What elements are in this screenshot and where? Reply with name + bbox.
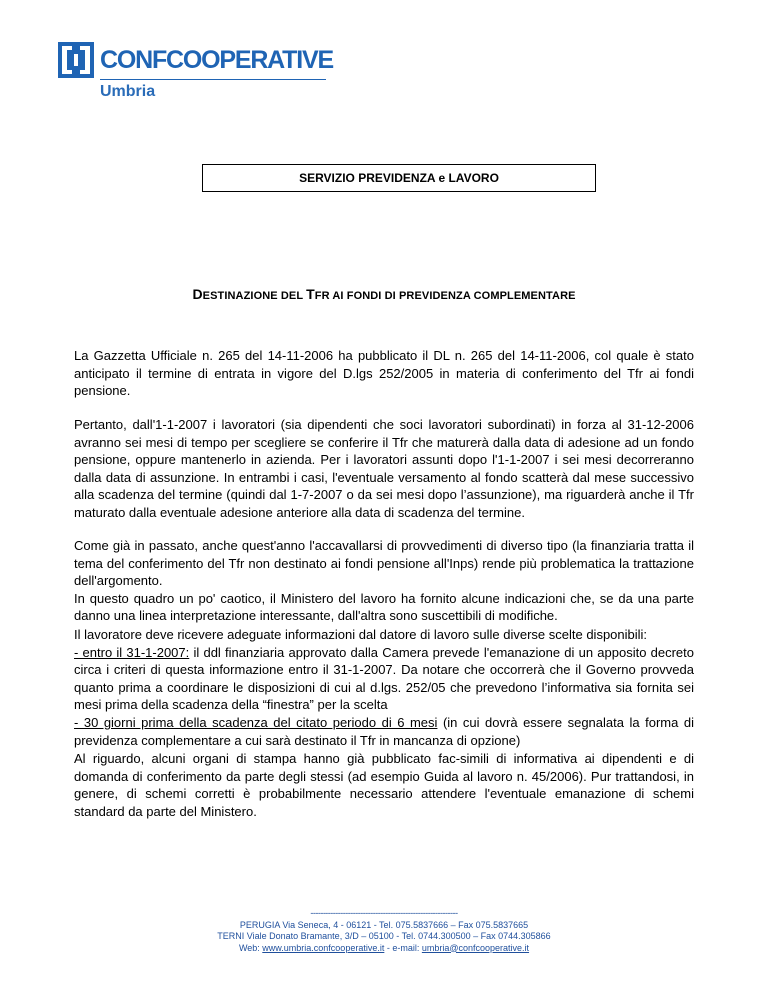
document-title <box>0 286 768 302</box>
paragraph-3b: In questo quadro un po' caotico, il Ministero del lavoro ha fornito alcune indicazioni che, se da una parte danno una linea interpretazione interessante, dall'altra sono suscettibili di modifiche. <box>74 590 694 624</box>
title-part: D <box>192 286 203 302</box>
service-title-box <box>202 164 596 192</box>
bullet-deadline-1 <box>74 644 694 714</box>
title-part: T <box>306 286 315 302</box>
service-title: SERVIZIO PREVIDENZA e LAVORO <box>299 171 499 185</box>
logo-region: Umbria <box>100 83 156 100</box>
bullet-deadline-1-label: - entro il 31-1-2007: <box>74 644 190 660</box>
website-link[interactable]: www.umbria.confcooperative.it <box>262 942 385 953</box>
paragraph-1: La Gazzetta Ufficiale n. 265 del 14-11-2006 ha pubblicato il DL n. 265 del 14-11-2006, col quale è stato anticipato il termine di entrata in vigore del D.lgs 252/2005 in materia di conferimento del Tfr ai fondi pensione. <box>74 348 694 399</box>
paragraph-4-intro: Il lavoratore deve ricevere adeguate informazioni dal datore di lavoro sulle diverse scelte disponibili: <box>74 627 648 642</box>
footer-contacts <box>0 943 768 955</box>
paragraph-2: Pertanto, dall'1-1-2007 i lavoratori (sia dipendenti che soci lavoratori subordinati) in forza al 31-12-2006 avranno sei mesi di tempo per scegliere se conferire il Tfr che maturerà dalla data di adesione ad un fondo pensione, oppure mantenerlo in azienda. Per i lavoratori assunti dopo l'1-1-2007 i sei mesi decorreranno dalla data di assunzione. In entrambi i casi, l'eventuale versamento al fondo scatterà dal mese successivo alla scadenza del termine (quindi dal 1-7-2007 o da sei mesi dopo l’assunzione), ma riguarderà anche il Tfr maturato dalla eventuale adesione anteriore alla data di scadenza del termine. <box>74 417 694 520</box>
bullet-deadline-2-text: (in cui dovrà essere segnalata la forma di previdenza complementare a cui sarà destinato il Tfr in mancanza di opzione) <box>74 714 694 748</box>
paragraph-3 <box>74 537 694 625</box>
logo-name: CONFCOOPERATIVE <box>100 46 333 74</box>
paragraph-4 <box>74 626 694 749</box>
footer-terni-address: TERNI Viale Donato Bramante, 3/D – 05100 - Tel. 0744.300500 – Fax 0744.305866 <box>217 931 551 941</box>
confcooperative-logo-icon <box>58 42 94 78</box>
footer-separator: ----------------------------------------------------------- <box>310 908 458 918</box>
bullet-deadline-2 <box>74 714 694 749</box>
footer-web-label: Web: <box>238 942 263 953</box>
paragraph-3a: Come già in passato, anche quest'anno l'accavallarsi di provvedimenti di diverso tipo (la finanziaria tratta il tema del conferimento del Tfr non destinato ai fondi pensione all'Inps) rende più problematica la trattazione dell'argomento. <box>74 538 694 589</box>
bullet-deadline-2-label: - 30 giorni prima della scadenza del citato periodo di 6 mesi <box>74 714 438 730</box>
footer-email-label: - e-mail: <box>384 942 422 953</box>
title-part: FR AI FONDI DI PREVIDENZA COMPLEMENTARE <box>314 290 576 302</box>
logo-rule <box>100 79 326 80</box>
title-part: ESTINAZIONE DEL <box>202 290 307 302</box>
footer <box>0 908 768 954</box>
paragraph-5: Al riguardo, alcuni organi di stampa hanno già pubblicato fac-simili di informativa ai dipendenti e di domanda di conferimento da parte degli stessi (ad esempio Guida al lavoro n. 45/2006). Pur trattandosi, in genere, di schemi corretti è probabilmente necessario attendere l'eventuale emanazione di schemi standard da parte del Ministero. <box>74 751 694 819</box>
bullet-deadline-1-text: il ddl finanziaria approvato dalla Camera prevede l'emanazione di un apposito decreto circa i criteri di questa informazione entro il 31-1-2007. Da notare che occorrerà che il Governo provveda quanto prima a coordinare le disposizioni di cui al d.lgs. 252/05 che prevedono l’informativa sia fornita sei mesi prima della scadenza della “finestra” per la scelta <box>74 644 695 713</box>
footer-perugia-address: PERUGIA Via Seneca, 4 - 06121 - Tel. 075.5837666 – Fax 075.5837665 <box>239 919 529 930</box>
email-link[interactable]: umbria@confcooperative.it <box>421 942 530 953</box>
logo <box>58 42 333 102</box>
